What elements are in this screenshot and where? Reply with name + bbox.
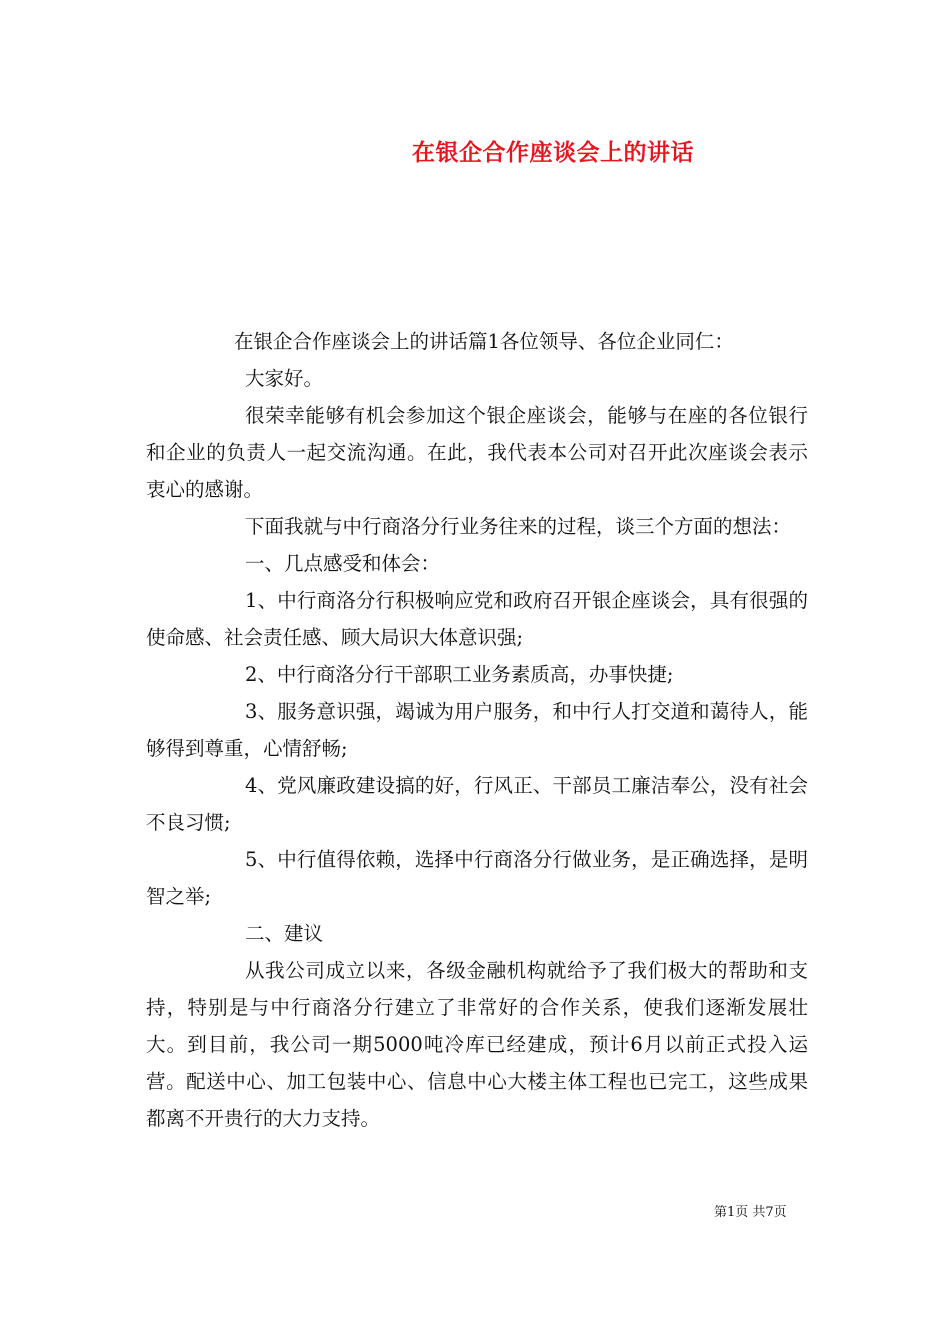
paragraph-suggestion: 从我公司成立以来，各级金融机构就给予了我们极大的帮助和支持，特别是与中行商洛分行建立了非常好的合作关系，使我们逐渐发展壮大。到目前，我公司一期5000吨冷库已经建成，预计6月以前正式投入运营。配送中心、加工包装中心、信息中心大楼主体工程也已完工，这些成果都离不开贵行的大力支持。 xyxy=(146,959,808,1130)
page-number-footer: 第1页 共7页 xyxy=(714,1205,787,1220)
list-item-4: 4、党风廉政建设搞的好，行风正、干部员工廉洁奉公，没有社会不良习惯; xyxy=(146,774,808,834)
paragraph-intro: 很荣幸能够有机会参加这个银企座谈会，能够与在座的各位银行和企业的负责人一起交流沟通。在此，我代表本公司对召开此次座谈会表示衷心的感谢。 xyxy=(146,404,808,501)
document-body xyxy=(146,323,808,1137)
list-item-2: 2、中行商洛分行干部职工业务素质高，办事快捷; xyxy=(245,663,674,686)
paragraph-topics: 下面我就与中行商洛分行业务往来的过程，谈三个方面的想法： xyxy=(245,515,792,538)
document-title: 在银企合作座谈会上的讲话 xyxy=(412,139,694,166)
list-item-3: 3、服务意识强，竭诚为用户服务，和中行人打交道和蔼待人，能够得到尊重，心情舒畅; xyxy=(146,700,808,760)
list-item-1: 1、中行商洛分行积极响应党和政府召开银企座谈会，具有很强的使命感、社会责任感、顾大局识大体意识强; xyxy=(146,589,808,649)
paragraph-greeting: 大家好。 xyxy=(245,367,324,390)
section-heading-2: 二、建议 xyxy=(245,922,324,945)
list-item-5: 5、中行值得依赖，选择中行商洛分行做业务，是正确选择，是明智之举; xyxy=(146,848,808,908)
paragraph-opening: 在银企合作座谈会上的讲话篇1各位领导、各位企业同仁： xyxy=(234,330,734,353)
section-heading-1: 一、几点感受和体会： xyxy=(245,552,441,575)
